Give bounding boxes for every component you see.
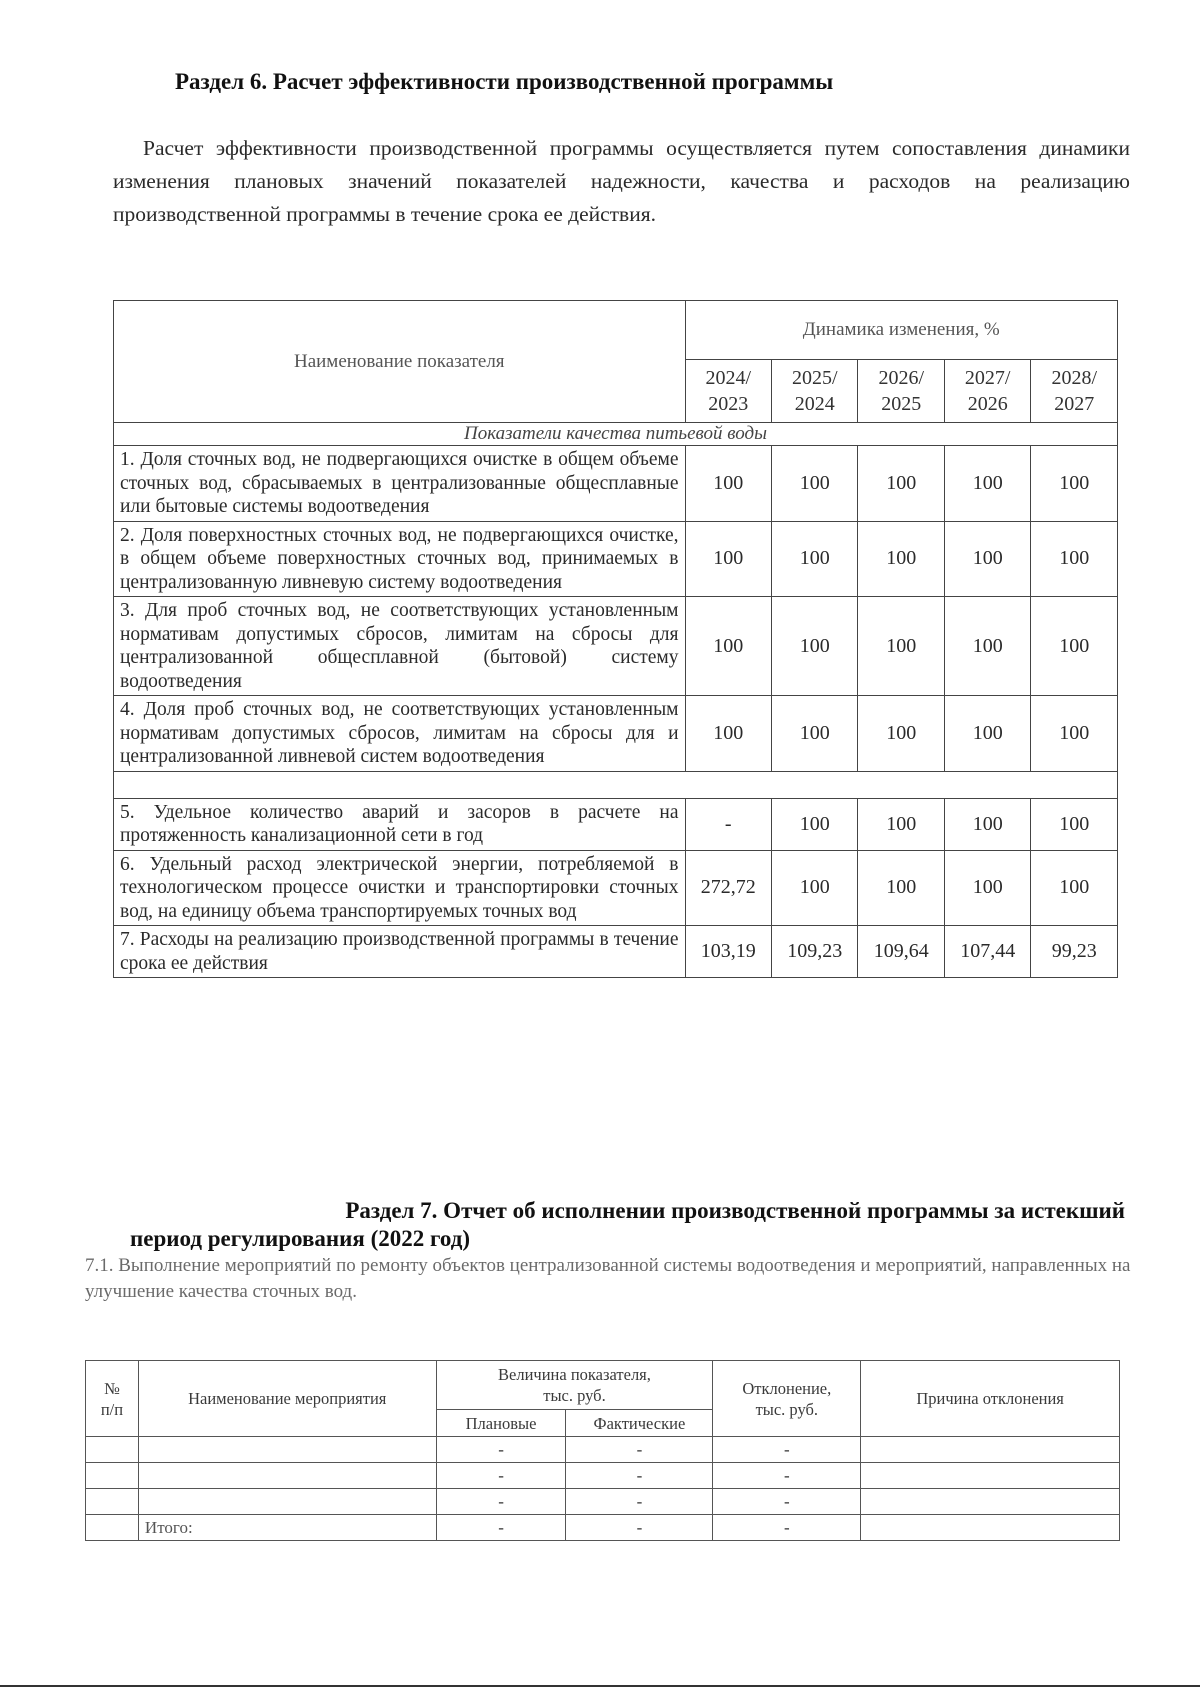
year-header: 2025/ 2024 xyxy=(772,360,858,423)
activity-name xyxy=(138,1463,436,1489)
table-row xyxy=(86,1463,1120,1489)
indicator-value: 100 xyxy=(772,597,858,696)
total-deviation: - xyxy=(713,1515,861,1541)
column-header-activity: Наименование мероприятия xyxy=(138,1361,436,1437)
table-row xyxy=(114,850,1118,926)
bottom-rule xyxy=(0,1685,1200,1687)
indicator-value: 100 xyxy=(772,850,858,926)
year-header: 2027/ 2026 xyxy=(944,360,1030,423)
year-header: 2026/ 2025 xyxy=(858,360,944,423)
indicator-value: 109,64 xyxy=(858,926,944,978)
table-row xyxy=(114,798,1118,850)
indicator-value: 100 xyxy=(772,521,858,597)
indicator-name: 5. Удельное количество аварий и засоров в расчете на протяженность канализационной сети в год xyxy=(114,798,686,850)
plan-value: - xyxy=(436,1437,566,1463)
deviation-value: - xyxy=(713,1463,861,1489)
deviation-reason xyxy=(861,1437,1120,1463)
indicator-name: 6. Удельный расход электрической энергии, потребляемой в технологическом процессе очистки и транспортировки сточных вод, на единицу объема транспортируемых точных вод xyxy=(114,850,686,926)
indicator-value: 99,23 xyxy=(1031,926,1118,978)
indicator-value: - xyxy=(685,798,771,850)
table-row xyxy=(114,597,1118,696)
indicator-value: 100 xyxy=(858,597,944,696)
efficiency-table xyxy=(113,300,1118,978)
indicator-value: 100 xyxy=(944,446,1030,522)
indicator-value: 109,23 xyxy=(772,926,858,978)
column-header-deviation: Отклонение, тыс. руб. xyxy=(713,1361,861,1437)
indicator-name: 2. Доля поверхностных сточных вод, не подвергающихся очистке, в общем объеме поверхностных сточных вод, принимаемых в централизованную ливневую систему водоотведения xyxy=(114,521,686,597)
total-plan: - xyxy=(436,1515,566,1541)
indicator-value: 100 xyxy=(685,446,771,522)
indicator-value: 100 xyxy=(1031,850,1118,926)
blank-row xyxy=(114,771,1118,798)
indicator-value: 100 xyxy=(944,798,1030,850)
activity-name xyxy=(138,1489,436,1515)
plan-value: - xyxy=(436,1463,566,1489)
indicator-value: 100 xyxy=(858,850,944,926)
total-fact: - xyxy=(566,1515,713,1541)
indicator-value: 100 xyxy=(772,798,858,850)
indicator-name: 7. Расходы на реализацию производственной программы в течение срока ее действия xyxy=(114,926,686,978)
section-7-title-line1: Раздел 7. Отчет об исполнении производственной программы за истекший xyxy=(345,1198,1125,1223)
indicator-value: 272,72 xyxy=(685,850,771,926)
year-header: 2028/ 2027 xyxy=(1031,360,1118,423)
deviation-reason xyxy=(861,1489,1120,1515)
indicator-value: 107,44 xyxy=(944,926,1030,978)
fact-value: - xyxy=(566,1437,713,1463)
plan-value: - xyxy=(436,1489,566,1515)
section-6-paragraph: Расчет эффективности производственной программы осуществляется путем сопоставления динамики изменения плановых значений показателей надежности, качества и расходов на реализацию производственной программы в течение срока ее действия. xyxy=(113,136,1130,226)
column-header-reason: Причина отклонения xyxy=(861,1361,1120,1437)
indicator-value: 103,19 xyxy=(685,926,771,978)
column-header-number: № п/п xyxy=(86,1361,139,1437)
row-number xyxy=(86,1437,139,1463)
activity-name xyxy=(138,1437,436,1463)
table-row xyxy=(86,1489,1120,1515)
table-row xyxy=(114,446,1118,522)
indicator-value: 100 xyxy=(858,696,944,772)
indicator-value: 100 xyxy=(1031,696,1118,772)
indicator-value: 100 xyxy=(944,696,1030,772)
indicator-value: 100 xyxy=(1031,597,1118,696)
indicator-name: 4. Доля проб сточных вод, не соответствующих установленным нормативам допустимых сбросов, лимитам на сбросы для и централизованной ливневой систем водоотведения xyxy=(114,696,686,772)
section-label: Показатели качества питьевой воды xyxy=(114,423,1118,446)
row-number xyxy=(86,1489,139,1515)
section-7-title xyxy=(130,1197,1130,1253)
indicator-value: 100 xyxy=(944,597,1030,696)
indicator-value: 100 xyxy=(858,446,944,522)
column-header-indicator-name: Наименование показателя xyxy=(114,301,686,423)
indicator-name: 1. Доля сточных вод, не подвергающихся очистке в общем объеме сточных вод, сбрасываемых в централизованные общесплавные или бытовые системы водоотведения xyxy=(114,446,686,522)
deviation-value: - xyxy=(713,1489,861,1515)
total-label: Итого: xyxy=(138,1515,436,1541)
indicator-value: 100 xyxy=(685,597,771,696)
deviation-reason xyxy=(861,1463,1120,1489)
indicator-value: 100 xyxy=(1031,798,1118,850)
indicator-value: 100 xyxy=(944,521,1030,597)
indicator-value: 100 xyxy=(858,521,944,597)
indicator-value: 100 xyxy=(685,521,771,597)
total-row xyxy=(86,1515,1120,1541)
indicator-value: 100 xyxy=(1031,521,1118,597)
column-header-plan: Плановые xyxy=(436,1410,566,1437)
column-header-value: Величина показателя, тыс. руб. xyxy=(436,1361,713,1410)
section-7-title-line2: период регулирования (2022 год) xyxy=(130,1226,471,1251)
fact-value: - xyxy=(566,1489,713,1515)
section-7-subtitle: 7.1. Выполнение мероприятий по ремонту объектов централизованной системы водоотведения и мероприятий, направленных на улучшение качества сточных вод. xyxy=(85,1255,1131,1302)
deviation-value: - xyxy=(713,1437,861,1463)
indicator-name: 3. Для проб сточных вод, не соответствующих установленным нормативам допустимых сбросов, лимитам на сбросы для централизованной общесплавной (бытовой) систему водоотведения xyxy=(114,597,686,696)
row-number xyxy=(86,1463,139,1489)
column-header-dynamics: Динамика изменения, % xyxy=(685,301,1117,360)
indicator-value: 100 xyxy=(944,850,1030,926)
section-6-title: Раздел 6. Расчет эффективности производственной программы xyxy=(175,69,834,94)
table-row xyxy=(86,1437,1120,1463)
indicator-value: 100 xyxy=(772,446,858,522)
table-row xyxy=(114,696,1118,772)
year-header: 2024/ 2023 xyxy=(685,360,771,423)
indicator-value: 100 xyxy=(772,696,858,772)
report-table xyxy=(85,1360,1120,1541)
indicator-value: 100 xyxy=(685,696,771,772)
table-row xyxy=(114,926,1118,978)
table-row xyxy=(114,521,1118,597)
indicator-value: 100 xyxy=(1031,446,1118,522)
indicator-value: 100 xyxy=(858,798,944,850)
column-header-fact: Фактические xyxy=(566,1410,713,1437)
fact-value: - xyxy=(566,1463,713,1489)
